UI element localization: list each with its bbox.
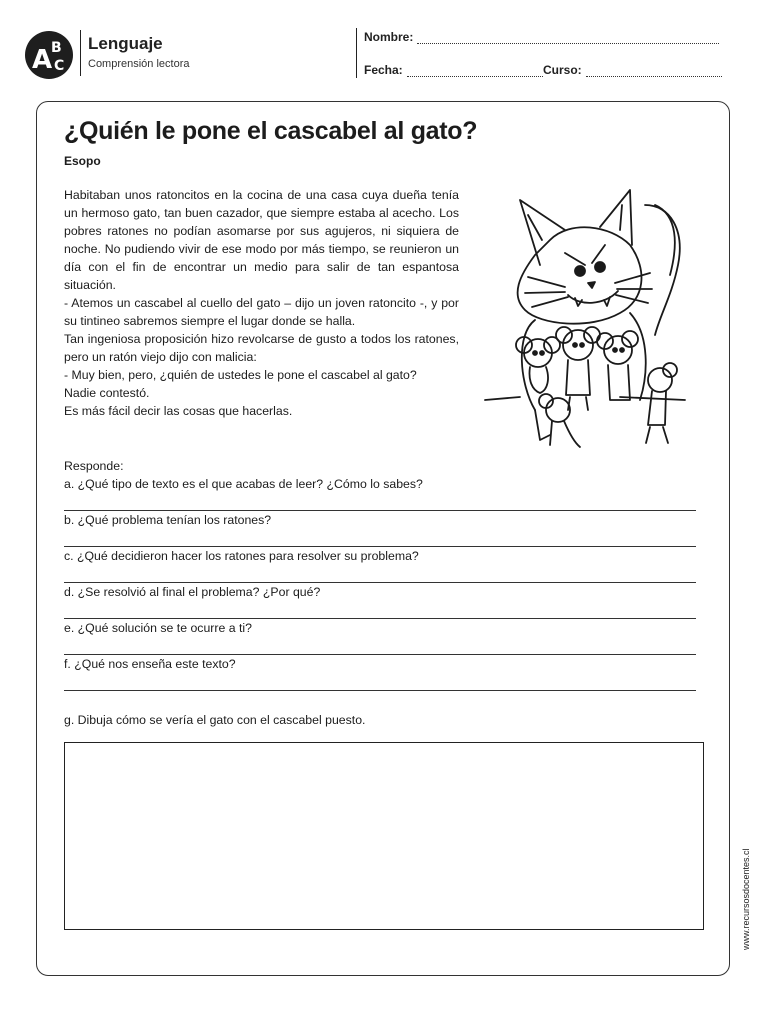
- question-b: b. ¿Qué problema tenían los ratones?: [64, 513, 272, 527]
- fields-divider: [356, 28, 357, 78]
- answer-line-f[interactable]: [64, 690, 696, 691]
- cat-and-mice-illustration: [480, 185, 690, 455]
- question-c: c. ¿Qué decidieron hacer los ratones para resolver su problema?: [64, 549, 419, 563]
- drawing-box[interactable]: [64, 742, 704, 930]
- logo-divider: [80, 30, 81, 76]
- question-g: g. Dibuja cómo se vería el gato con el cascabel puesto.: [64, 713, 366, 727]
- question-e: e. ¿Qué solución se te ocurre a ti?: [64, 621, 252, 635]
- answer-line-c[interactable]: [64, 582, 696, 583]
- story-paragraph: Tan ingeniosa proposición hizo revolcarse de gusto a todos los ratones, pero un ratón viejo dijo con malicia:: [64, 332, 459, 364]
- logo-letter-b: B: [51, 40, 62, 56]
- logo-letter-a: A: [32, 45, 53, 75]
- question-d: d. ¿Se resolvió al final el problema? ¿Por qué?: [64, 585, 321, 599]
- story-text: [64, 186, 459, 420]
- question-f: f. ¿Qué nos enseña este texto?: [64, 657, 236, 671]
- answer-line-d[interactable]: [64, 618, 696, 619]
- name-label: Nombre:: [364, 30, 414, 44]
- course-dotted-line[interactable]: [586, 64, 722, 77]
- date-label: Fecha:: [364, 63, 403, 77]
- date-field[interactable]: [364, 63, 543, 77]
- course-field[interactable]: [543, 63, 722, 77]
- name-field[interactable]: [364, 30, 719, 44]
- story-paragraph: Habitaban unos ratoncitos en la cocina de una casa cuya dueña tenía un hermoso gato, tan buen cazador, que siempre estaba al acecho. Los pobres ratones no podían asomarse por sus agujeros, ni siquiera de noche. No pudiendo vivir de ese modo por más tiempo, se reunieron un día con el fin de encontrar un medio para salir de tan espantosa situación.: [64, 188, 459, 292]
- story-paragraph: Nadie contestó.: [64, 386, 150, 400]
- story-paragraph: Es más fácil decir las cosas que hacerlas.: [64, 404, 293, 418]
- subject-subtitle: Comprensión lectora: [88, 58, 190, 70]
- story-paragraph: - Atemos un cascabel al cuello del gato – dijo un joven ratoncito -, y por su tintineo sabremos siempre el lugar donde se halla.: [64, 296, 459, 328]
- story-title: ¿Quién le pone el cascabel al gato?: [64, 117, 478, 145]
- name-dotted-line[interactable]: [417, 31, 719, 44]
- course-label: Curso:: [543, 63, 582, 77]
- subject-title: Lenguaje: [88, 34, 163, 53]
- story-author: Esopo: [64, 154, 101, 168]
- website-watermark: www.recursosdocentes.cl: [741, 848, 751, 950]
- answer-line-a[interactable]: [64, 510, 696, 511]
- date-dotted-line[interactable]: [407, 64, 543, 77]
- question-a: a. ¿Qué tipo de texto es el que acabas de leer? ¿Cómo lo sabes?: [64, 477, 423, 491]
- abc-logo: [24, 30, 74, 80]
- story-paragraph: - Muy bien, pero, ¿quién de ustedes le pone el cascabel al gato?: [64, 368, 417, 382]
- answer-line-b[interactable]: [64, 546, 696, 547]
- questions-intro: Responde:: [64, 459, 124, 473]
- answer-line-e[interactable]: [64, 654, 696, 655]
- logo-letter-c: C: [54, 58, 65, 74]
